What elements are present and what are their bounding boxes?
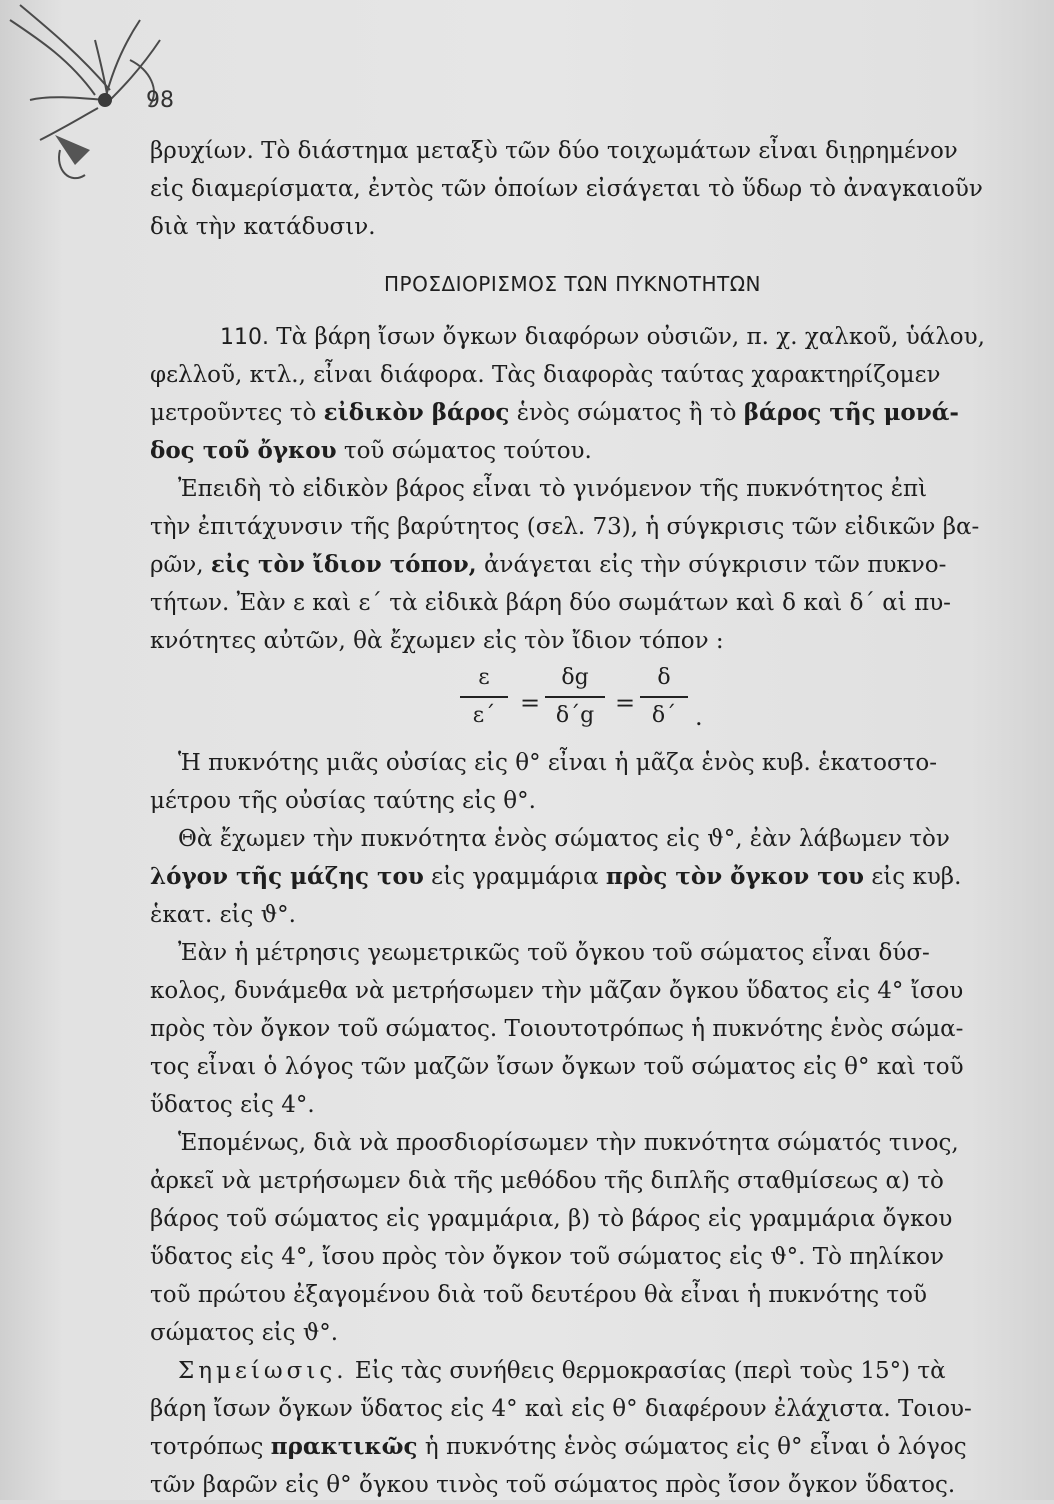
text-line: τὴν ἐπιτάχυνσιν τῆς βαρύτητος (σελ. 73), ἡ σύγκρισις τῶν εἰδικῶν βα-: [150, 514, 980, 540]
text-line: [150, 394, 995, 432]
paragraph-110-line: [150, 318, 995, 356]
denominator: δ΄g: [555, 702, 595, 728]
bold-term: πρὸς τὸν ὄγκον του: [605, 863, 865, 890]
text-line: [150, 546, 995, 584]
text-line: [150, 1352, 995, 1390]
text-line: πρὸς τὸν ὄγκον τοῦ σώματος. Τοιουτοτρόπως ἡ πυκνότης ἑνὸς σώμα-: [150, 1016, 964, 1042]
text-span: μετροῦντες τὸ: [150, 400, 324, 426]
text-line: βρυχίων. Τὸ διάστημα μεταξὺ τῶν δύο τοιχωμάτων εἶναι διῃρημένον: [150, 138, 958, 164]
text-line: [150, 432, 995, 470]
text-line: εἰς διαμερίσματα, ἐντὸς τῶν ὁποίων εἰσάγεται τὸ ὕδωρ τὸ ἀναγκαιοῦν: [150, 176, 983, 202]
text-line: ἀρκεῖ νὰ μετρήσωμεν διὰ τῆς μεθόδου τῆς διπλῆς σταθμίσεως α) τὸ: [150, 1168, 944, 1194]
text-line: ἑκατ. εἰς ϑ°.: [150, 902, 296, 928]
text-span: εἰς κυβ.: [864, 864, 962, 890]
text-span: τοῦ σώματος τούτου.: [336, 438, 592, 464]
page-body: [150, 132, 995, 1504]
text-span: εἰς γραμμάρια: [423, 864, 606, 890]
bold-term: δος τοῦ ὄγκου: [150, 437, 337, 464]
text-line: ὕδατος εἰς 4°, ἴσου πρὸς τὸν ὄγκον τοῦ σώματος εἰς ϑ°. Τὸ πηλίκον: [150, 1244, 944, 1270]
text-line: [150, 1428, 995, 1466]
numerator: δg: [561, 665, 589, 690]
text-line: τος εἶναι ὁ λόγος τῶν μαζῶν ἴσων ὄγκων τοῦ σώματος εἰς θ° καὶ τοῦ: [150, 1054, 964, 1080]
bold-term: βάρος τῆς μονά-: [743, 399, 959, 426]
fraction-bar: [460, 696, 508, 698]
text-span: τοτρόπως: [150, 1434, 271, 1460]
section-heading: ΠΡΟΣΔΙΟΡΙΣΜΟΣ ΤΩΝ ΠΥΚΝΟΤΗΤΩΝ: [384, 272, 761, 296]
numerator: ε: [478, 665, 490, 690]
paragraph-number: 110.: [220, 325, 269, 350]
bold-term: λόγον τῆς μάζης του: [150, 863, 424, 890]
text-span: ἡ πυκνότης ἑνὸς σώματος εἰς θ° εἶναι ὁ λόγος: [417, 1434, 967, 1460]
text-line: Ἐπειδὴ τὸ εἰδικὸν βάρος εἶναι τὸ γινόμενον τῆς πυκνότητος ἐπὶ: [178, 476, 928, 502]
bold-term: εἰς τὸν ἴδιον τόπον,: [210, 551, 477, 578]
equals-sign: =: [520, 689, 541, 717]
text-line: σώματος εἰς ϑ°.: [150, 1320, 339, 1346]
fraction-dg: [545, 664, 605, 730]
note-label: Σημείωσις.: [178, 1358, 348, 1384]
text-line: βάρος τοῦ σώματος εἰς γραμμάρια, β) τὸ βάρος εἰς γραμμάρια ὄγκου: [150, 1206, 953, 1232]
text-span: ρῶν,: [150, 552, 211, 578]
density-formula: [150, 664, 995, 736]
text-span: ἀνάγεται εἰς τὴν σύγκρισιν τῶν πυκνο-: [476, 552, 947, 578]
text-line: Ἑπομένως, διὰ νὰ προσδιορίσωμεν τὴν πυκνότητα σώματός τινος,: [178, 1130, 959, 1156]
text-line: διὰ τὴν κατάδυσιν.: [150, 214, 376, 240]
text-line: φελλοῦ, κτλ., εἶναι διάφορα. Τὰς διαφορὰς ταύτας χαρακτηρίζομεν: [150, 362, 941, 388]
text-line: τοῦ πρώτου ἐξαγομένου διὰ τοῦ δευτέρου θὰ εἶναι ἡ πυκνότης τοῦ: [150, 1282, 927, 1308]
text-line: Ἐὰν ἡ μέτρησις γεωμετρικῶς τοῦ ὄγκου τοῦ σώματος εἶναι δύσ-: [178, 940, 930, 966]
denominator: ε΄: [472, 702, 496, 728]
bold-term: πρακτικῶς: [270, 1433, 418, 1460]
text-line: κνότητες αὐτῶν, θὰ ἔχωμεν εἰς τὸν ἴδιον τόπον :: [150, 628, 724, 654]
bold-term: εἰδικὸν βάρος: [323, 399, 510, 426]
text-line: Ἡ πυκνότης μιᾶς οὐσίας εἰς θ° εἶναι ἡ μᾶζα ἑνὸς κυβ. ἑκατοστο-: [178, 750, 938, 776]
page-number: 98: [146, 88, 174, 113]
text-line: [150, 858, 995, 896]
denominator: δ΄: [651, 702, 677, 728]
fraction-epsilon: [460, 664, 508, 730]
text-line: βάρη ἴσων ὄγκων ὕδατος εἰς 4° καὶ εἰς θ° διαφέρουν ἐλάχιστα. Τοιου-: [150, 1396, 972, 1422]
fraction-bar: [640, 696, 688, 698]
text-line: τῶν βαρῶν εἰς θ° ὄγκου τινὸς τοῦ σώματος πρὸς ἴσον ὄγκον ὕδατος.: [150, 1472, 956, 1498]
text-span: ἑνὸς σώματος ἢ τὸ: [509, 400, 744, 426]
text-span: Εἰς τὰς συνήθεις θερμοκρασίας (περὶ τοὺς 15°) τὰ: [347, 1358, 946, 1384]
text-line: ὕδατος εἰς 4°.: [150, 1092, 315, 1118]
fraction-delta: [640, 664, 688, 730]
equals-sign: =: [615, 689, 636, 717]
text-line: τήτων. Ἐὰν ε καὶ ε΄ τὰ εἰδικὰ βάρη δύο σωμάτων καὶ δ καὶ δ΄ αἱ πυ-: [150, 590, 951, 616]
fraction-bar: [545, 696, 605, 698]
text-line: Θὰ ἔχωμεν τὴν πυκνότητα ἑνὸς σώματος εἰς ϑ°, ἐὰν λάβωμεν τὸν: [178, 826, 950, 852]
formula-period: .: [695, 703, 703, 731]
text-line: μέτρου τῆς οὐσίας ταύτης εἰς θ°.: [150, 788, 536, 814]
text-line: κολος, δυνάμεθα νὰ μετρήσωμεν τὴν μᾶζαν ὄγκου ὕδατος εἰς 4° ἴσου: [150, 978, 964, 1004]
numerator: δ: [657, 665, 671, 690]
text-span: Τὰ βάρη ἴσων ὄγκων διαφόρων οὐσιῶν, π. χ. χαλκοῦ, ὑάλου,: [268, 324, 985, 350]
